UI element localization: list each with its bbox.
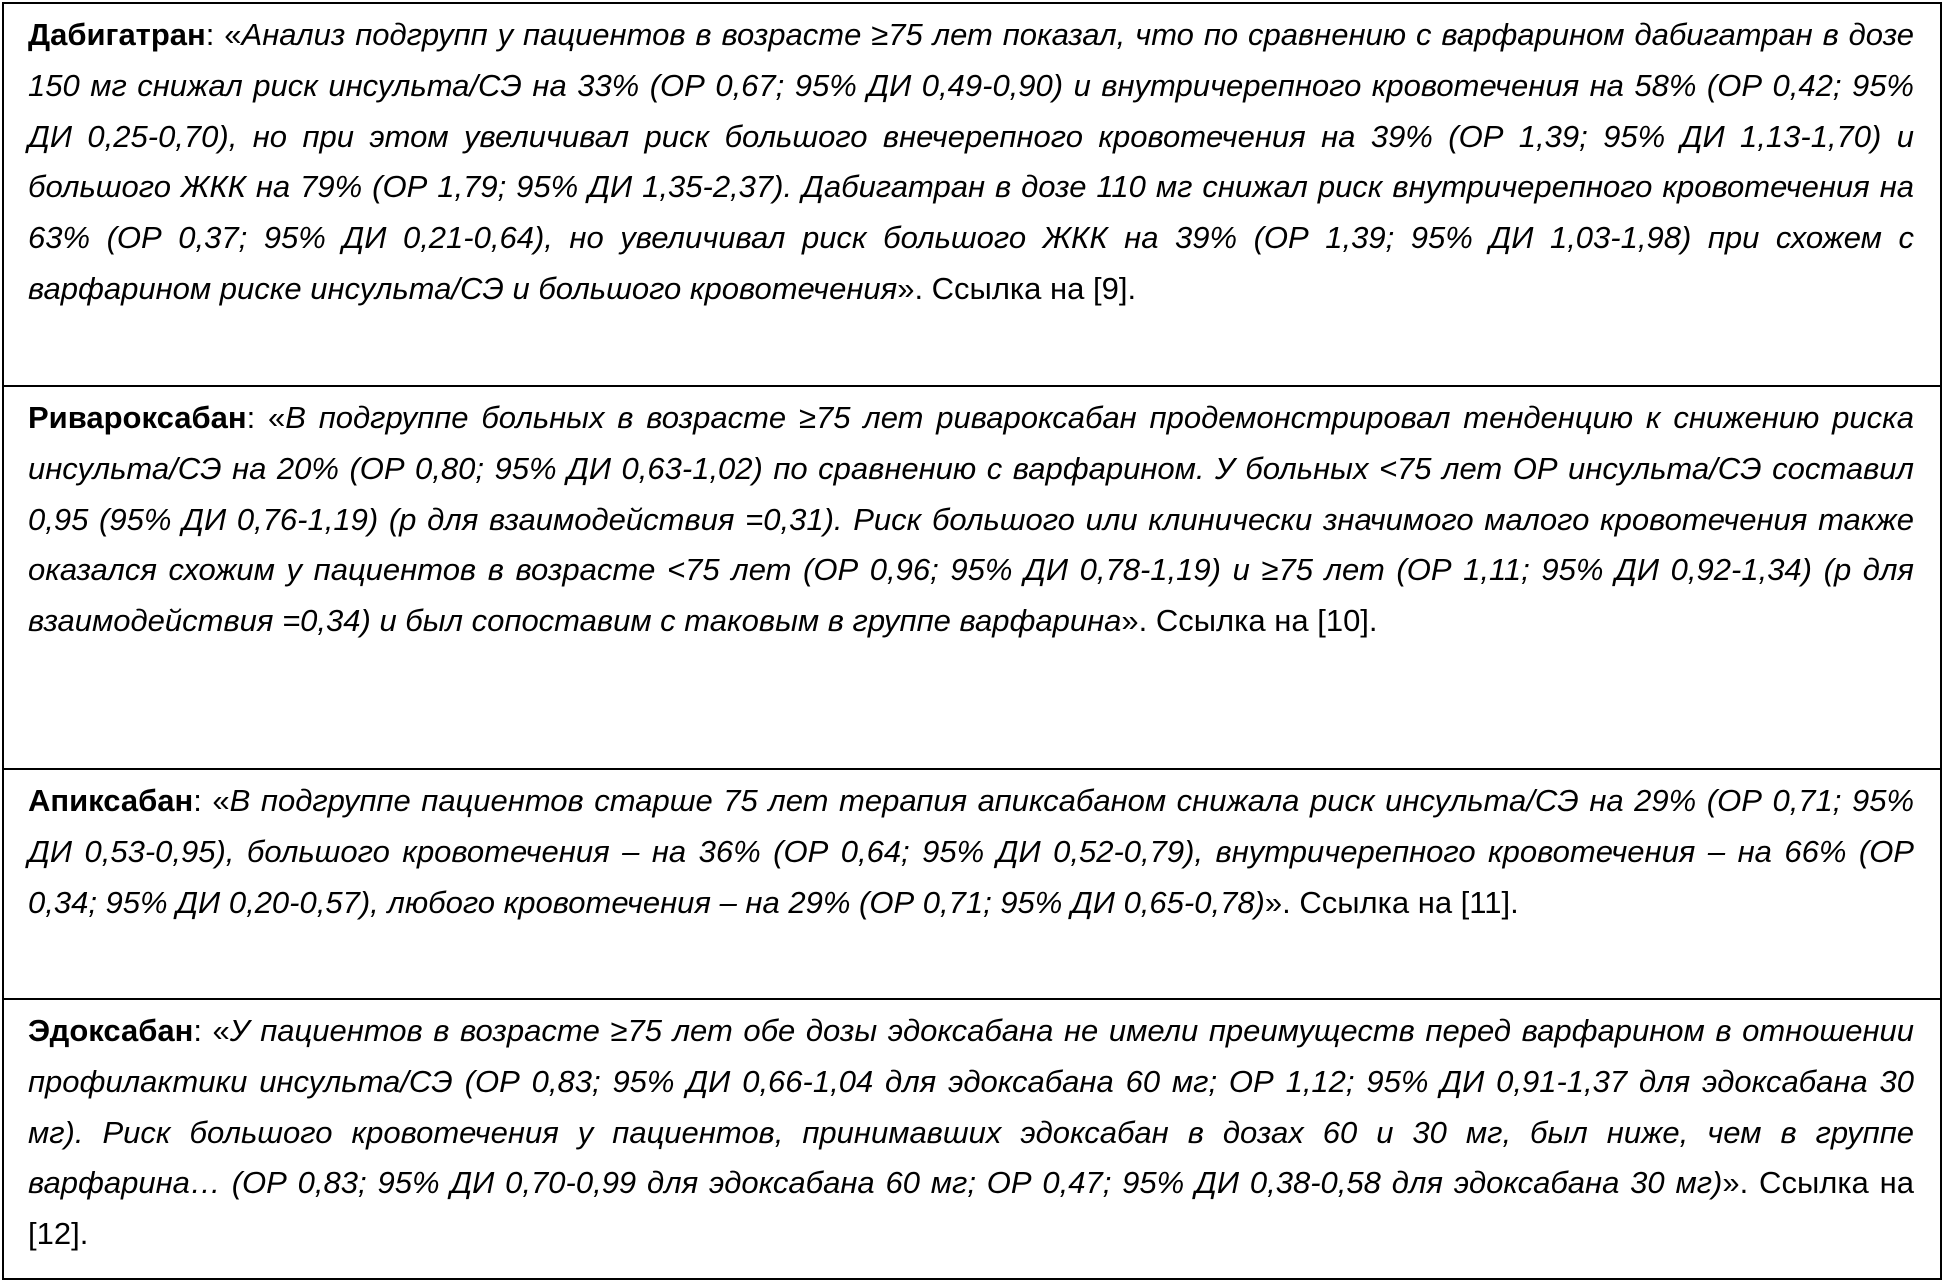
drug-name: Ривароксабан [28,400,247,435]
quote-text: У пациентов в возрасте ≥75 лет обе дозы эдоксабана не имели преимуществ перед варфарином в отношении профилактики инсульта/СЭ (ОР 0,83; 95% ДИ 0,66-1,04 для эдоксабана 60 мг; ОР 1,12; 95% ДИ 0,91-1,37 для эдоксабана 30 мг). Риск большого кровотечения у пациентов, принимавших эдоксабан в дозах 60 и 30 мг, был ниже, чем в группе варфарина… (ОР 0,83; 95% ДИ 0,70-0,99 для эдоксабана 60 мг; ОР 0,47; 95% ДИ 0,38-0,58 для эдоксабана 30 мг) [28,1013,1914,1201]
quote-open: : « [193,1013,230,1048]
quote-text: В подгруппе пациентов старше 75 лет терапия апиксабаном снижала риск инсульта/СЭ на 29% (ОР 0,71; 95% ДИ 0,53-0,95), большого кровотечения – на 36% (ОР 0,64; 95% ДИ 0,52-0,79), внутричерепного кровотечения – на 66% (ОР 0,34; 95% ДИ 0,20-0,57), любого кровотечения – на 29% (ОР 0,71; 95% ДИ 0,65-0,78) [28,783,1915,920]
quote-open: : « [193,783,230,818]
table-cell-dabigatran [3,3,1941,386]
drug-evidence-table [2,2,1942,1280]
quote-text: В подгруппе больных в возрасте ≥75 лет ривароксабан продемонстрировал тенденцию к снижению риска инсульта/СЭ на 20% (ОР 0,80; 95% ДИ 0,63-1,02) по сравнению с варфарином. У больных <75 лет ОР инсульта/СЭ составил 0,95 (95% ДИ 0,76-1,19) (р для взаимодействия =0,31). Риск большого или клинически значимого малого кровотечения также оказался схожим у пациентов в возрасте <75 лет (ОР 0,96; 95% ДИ 0,78-1,19) и ≥75 лет (ОР 1,11; 95% ДИ 0,92-1,34) (р для взаимодействия =0,34) и был сопоставим с таковым в группе варфарина [28,400,1914,639]
reference-text: ». Ссылка на [11]. [1264,884,1519,920]
drug-name: Апиксабан [28,783,194,818]
drug-name: Эдоксабан [28,1013,194,1048]
table-cell-apixaban [3,769,1941,999]
reference-text: ». Ссылка на [9]. [897,270,1137,306]
table-row [3,386,1941,769]
table-row [3,999,1941,1279]
quote-open: : « [246,400,286,435]
quote-open: : « [205,17,242,52]
table-row [3,3,1941,386]
table-cell-edoxaban [3,999,1941,1279]
table-row [3,769,1941,999]
reference-text: ». Ссылка на [12]. [28,1165,1914,1252]
reference-text: ». Ссылка на [10]. [1121,603,1378,639]
table-cell-rivaroxaban [3,386,1941,769]
drug-name: Дабигатран [28,17,206,52]
quote-text: Анализ подгрупп у пациентов в возрасте ≥75 лет показал, что по сравнению с варфарином дабигатран в дозе 150 мг снижал риск инсульта/СЭ на 33% (ОР 0,67; 95% ДИ 0,49-0,90) и внутричерепного кровотечения на 58% (ОР 0,42; 95% ДИ 0,25-0,70), но при этом увеличивал риск большого внечерепного кровотечения на 39% (ОР 1,39; 95% ДИ 1,13-1,70) и большого ЖКК на 79% (ОР 1,79; 95% ДИ 1,35-2,37). Дабигатран в дозе 110 мг снижал риск внутричерепного кровотечения на 63% (ОР 0,37; 95% ДИ 0,21-0,64), но увеличивал риск большого ЖКК на 39% (ОР 1,39; 95% ДИ 1,03-1,98) при схожем с варфарином риске инсульта/СЭ и большого кровотечения [28,17,1915,306]
